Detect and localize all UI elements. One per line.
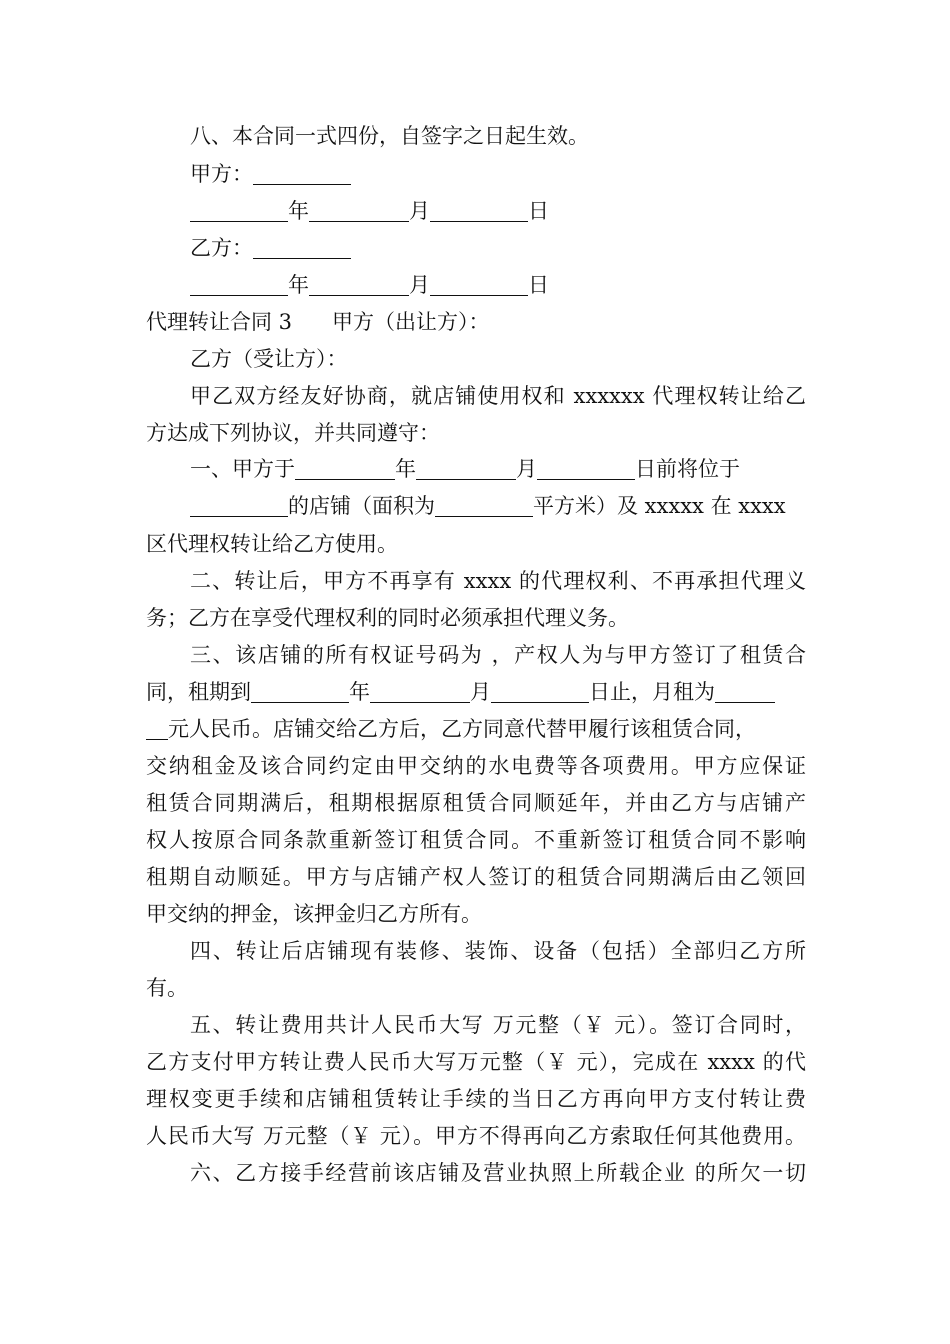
blank-line (370, 676, 470, 703)
clause-4-line-2: 有。 (146, 976, 188, 1000)
clause-4-line-1: 四、转让后店铺现有装修、装饰、设备（包括）全部归乙方所 (190, 939, 806, 963)
clause-3-line-1: 三、该店铺的所有权证号码为 ，产权人为与甲方签订了租赁合 (190, 643, 806, 667)
clause-1-line-2 (190, 487, 786, 525)
clause-3-text: 日止，月租为 (589, 680, 715, 704)
clause-3-line-4: 交纳租金及该合同约定由甲交纳的水电费等各项费用。甲方应保证 (146, 754, 806, 778)
blank-line (416, 453, 516, 480)
blank-line (253, 158, 351, 185)
clause-3-line-5: 租赁合同期满后，租期根据原租赁合同顺延年，并由乙方与店铺产 (146, 791, 806, 815)
clause-5-line-1: 五、转让费用共计人民币大写 万元整（￥ 元）。签订合同时， (190, 1013, 806, 1037)
party-a-label: 甲方： (190, 162, 253, 186)
blank-line (491, 676, 589, 703)
blank-line (430, 269, 528, 296)
blank-line (253, 232, 351, 259)
blank-line (430, 195, 528, 222)
year-label: 年 (349, 680, 370, 704)
clause-3-line-2 (146, 673, 775, 711)
blank-line (190, 490, 288, 517)
clause-2-line-1: 二、转让后，甲方不再享有 xxxx 的代理权利、不再承担代理义 (190, 569, 806, 593)
party-a-signature-line (190, 155, 351, 193)
clause-1-text: 的店铺（面积为 (288, 494, 435, 518)
party-b-date-line (190, 266, 549, 304)
clause-8-text: 八、本合同一式四份，自签字之日起生效。 (190, 124, 589, 148)
clause-3-line-7: 租期自动顺延。甲方与店铺产权人签订的租赁合同期满后由乙领回 (146, 865, 806, 889)
clause-3-line-3 (146, 710, 756, 748)
clause-1-line-1 (190, 450, 740, 488)
blank-line (251, 676, 349, 703)
clause-3-text: 元人民币。店铺交给乙方后，乙方同意代替甲履行该租赁合同， (168, 717, 756, 741)
clause-5-line-2: 乙方支付甲方转让费人民币大写万元整（￥ 元），完成在 xxxx 的代 (146, 1050, 806, 1074)
blank-line (309, 269, 409, 296)
blank-line (309, 195, 409, 222)
month-label: 月 (470, 680, 491, 704)
clause-8-line (190, 117, 589, 155)
clause-3-line-8: 甲交纳的押金，该押金归乙方所有。 (146, 902, 482, 926)
clause-2-line-2: 务；乙方在享受代理权利的同时必须承担代理义务。 (146, 606, 629, 630)
year-label: 年 (395, 457, 416, 481)
transferee-label: 乙方（受让方）： (190, 347, 348, 371)
clause-1-text: 一、甲方于 (190, 457, 295, 481)
party-b-label: 乙方： (190, 236, 253, 260)
transferee-line (190, 340, 348, 378)
blank-line (435, 490, 533, 517)
party-b-signature-line (190, 229, 351, 267)
day-label: 日 (528, 199, 549, 223)
clause-1-text: 日前将位于 (635, 457, 740, 481)
day-label: 日 (528, 273, 549, 297)
intro-line-2: 方达成下列协议，并共同遵守： (146, 421, 440, 445)
clause-3-text: 同，租期到 (146, 680, 251, 704)
clause-6-line-1: 六、乙方接手经营前该店铺及营业执照上所载企业 的所欠一切 (190, 1161, 806, 1185)
month-label: 月 (409, 273, 430, 297)
clause-1-text: 平方米）及 xxxxx 在 xxxx (533, 494, 786, 518)
clause-3-line-6: 权人按原合同条款重新签订租赁合同。不重新签订租赁合同不影响 (146, 828, 806, 852)
year-label: 年 (288, 199, 309, 223)
month-label: 月 (516, 457, 537, 481)
blank-line (537, 453, 635, 480)
blank-line (715, 676, 775, 703)
blank-line (295, 453, 395, 480)
party-a-date-line (190, 192, 549, 230)
blank-line (190, 195, 288, 222)
month-label: 月 (409, 199, 430, 223)
clause-5-line-4: 人民币大写 万元整（￥ 元）。甲方不得再向乙方索取任何其他费用。 (146, 1124, 806, 1148)
year-label: 年 (288, 273, 309, 297)
clause-5-line-3: 理权变更手续和店铺租赁转让手续的当日乙方再向甲方支付转让费 (146, 1087, 806, 1111)
transferor-label: 甲方（出让方）： (332, 310, 490, 334)
blank-line (190, 269, 288, 296)
contract-3-title-line (146, 303, 490, 341)
clause-1-line-3: 区代理权转让给乙方使用。 (146, 532, 398, 556)
blank-line (146, 713, 168, 740)
contract-3-title: 代理转让合同 3 (146, 310, 293, 334)
intro-line-1: 甲乙双方经友好协商，就店铺使用权和 xxxxxx 代理权转让给乙 (190, 384, 806, 408)
